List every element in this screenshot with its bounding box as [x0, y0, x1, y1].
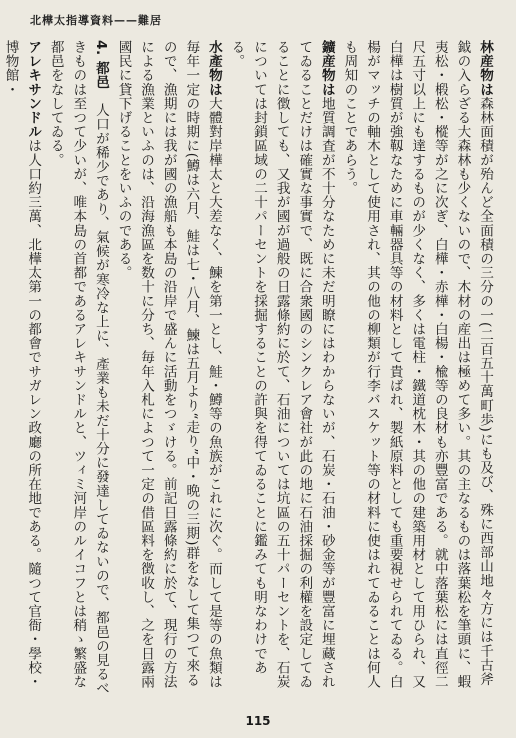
paragraph-text: 大體對岸樺太と大差なく、鰊を第一とし、鮭・鱒等の魚族がこれに次ぐ。而して是等の魚類は毎年一定の時期に(鱒は六月、鮭は七・八月、鰊は五月より“走り”中・晩の三期)群をなして集つて來るので、漁期には我が國の漁船も本島の沿岸で盛んに活動をつゞける。前記日露條約に於て、現行の方法による漁業といふのは、沿海漁區を数十に分ち、毎年入札によつて一定の借區料を徴收し、之を日露兩國民に貸下げることをいふのである。: [115, 40, 222, 689]
paragraph-cities: [44, 40, 112, 700]
page-number: 115: [245, 714, 271, 728]
body-text: [2, 40, 496, 700]
paragraph-text: は人口約三萬、北樺太第一の都會でサガレン政廳の所在地である。隨つて官衙・學校・博物館・: [2, 40, 42, 689]
paragraph-minerals: [225, 40, 338, 700]
running-header: 北樺太指導資料——難居: [30, 14, 162, 27]
section-heading: 4. 都邑: [92, 40, 109, 90]
paragraph-alexandrovsk: [0, 40, 44, 700]
paragraph-lead: 林産物は: [477, 40, 493, 97]
paragraph-text: 森林面積が殆んど全面積の三分の一(二百五十萬町歩)にも及び、殊に西部山地々方には千古斧鉞の入らざる大森林も少くないので、木材の産出は極めて多い。其の主なるものは落葉松を筆頭に、蝦夷松・椴松・樅等が之に次ぎ、白樺・赤樺・白楊・楡等の良材も亦豐富である。就中落葉松には直徑二尺五寸以上にも達するものが少くなく、多くは電柱・鐵道枕木・其の他の建築用材として用ひられ、又白樺は樹質が強靱なために車輛器具等の材料として貴ばれ、製紙原料としても重要視せられてゐる。白楊がマッチの軸木として使用され、其の他の柳類が行李バスケット等の材料に使はれてゐることは何人も周知のことであらう。: [341, 40, 493, 689]
paragraph-lead: 鑛産物は: [318, 40, 335, 97]
paragraph-fisheries: [112, 40, 225, 700]
paragraph-lead: 水產物は: [205, 40, 222, 97]
paragraph-text: 人口が稀少であり、氣候が寒冷な上に、產業も未だ十分に發達してゐないので、都邑の見るべきものは至つて少いが、唯本島の首都であるアレキサンドルと、ツィミ河岸のルイコフとは稍ゝ繁盛な都邑をなしてゐる。: [47, 40, 109, 696]
paragraph-forestry: [338, 40, 496, 700]
paragraph-text: 地質調査が不十分なために未だ明瞭にはわからないが、石炭・石油・砂金等が豐富に埋藏されてゐることだけは確實な事實で、既に合衆國のシンクレア會社が此の地に石油採掘の利權を設定してゐることに徴しても、又我が國が過般の日露條約に於て、石油については坑區の五十パーセントを、石炭については封鎖區域の二十パーセントを採掘することの許與を得てゐることに鑑みても明なわけである。: [228, 40, 335, 689]
paragraph-lead: アレキサンドル: [25, 40, 42, 139]
